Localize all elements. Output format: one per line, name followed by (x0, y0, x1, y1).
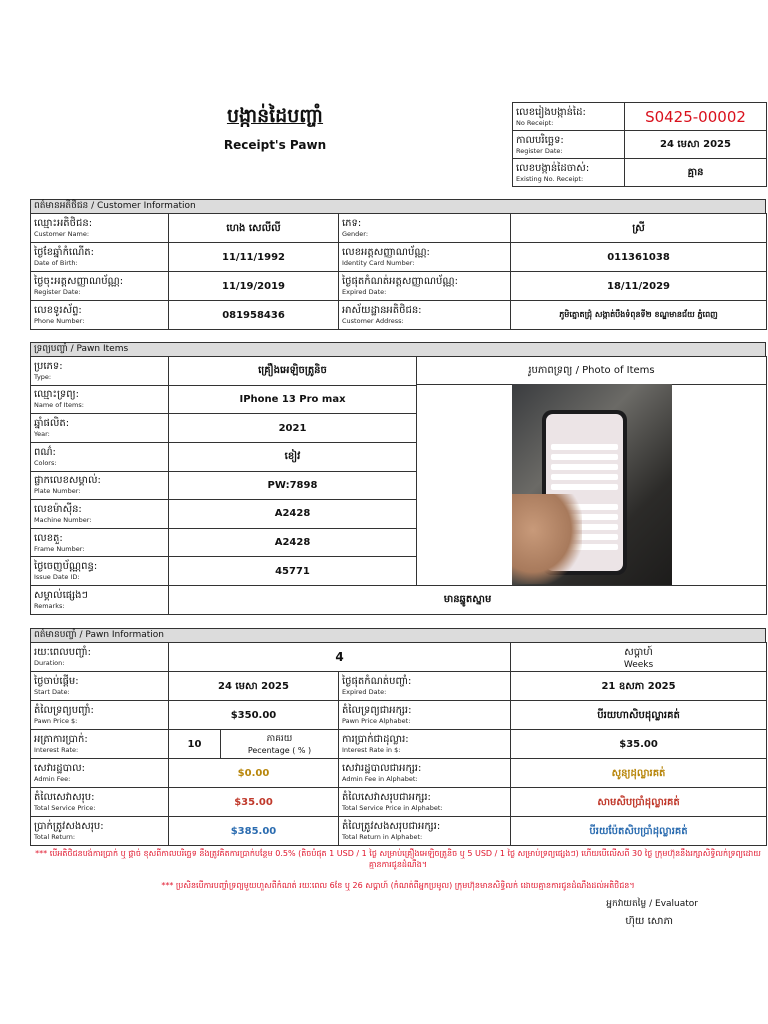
duration-unit-khmer: សប្តាហ៍ (624, 646, 653, 658)
start-date: 24 មេសា 2025 (169, 672, 339, 701)
frame-number: A2428 (169, 528, 417, 557)
pawn-row: តំលៃសេវាសរុប: Total Service Price: $35.00 តំលៃសេវាសរុបជាអក្សរ: Total Service Price in Alphabet: សាមសិបប្រាំដុល្លារគត់ (31, 788, 767, 817)
expired-date: 21 ឧសភា 2025 (511, 672, 767, 701)
existing-receipt-number: គ្មាន (625, 159, 767, 187)
pawn-row: អត្រាការប្រាក់: Interest Rate: 10 ភាគរយ Pecentage ( % ) ការប្រាក់ជាដុល្លារ: Interest Rate in $: $35.00 (31, 730, 767, 759)
total-return-alphabet: បីរយប៉ែតសិបប្រាំដុល្លារគត់ (511, 817, 767, 846)
item-row: លេខម៉ាស៊ីន: Machine Number: A2428 (31, 500, 767, 529)
item-row: ផ្លាកលេខសម្គាល់: Plate Number: PW:7898 (31, 471, 767, 500)
register-date: 24 មេសា 2025 (625, 131, 767, 159)
customer-row: ថ្ងៃខែឆ្នាំកំណើត: Date of Birth: 11/11/1992 លេខអត្តសញ្ញាណប័ណ្ណ: Identity Card Number: 011361038 (31, 243, 767, 272)
document-title (180, 104, 370, 152)
item-year: 2021 (169, 414, 417, 443)
item-name: IPhone 13 Pro max (169, 385, 417, 414)
total-service-price-alphabet: សាមសិបប្រាំដុល្លារគត់ (511, 788, 767, 817)
pawn-price: $350.00 (169, 701, 339, 730)
item-color: ខៀវ (169, 442, 417, 471)
customer-section-header: ពត៌មានអតិថិជន / Customer Information (30, 199, 766, 214)
issue-date-id: 45771 (169, 557, 417, 586)
note-overdue: *** ប្រសិនបើការបញ្ចាំទ្រព្យមួយហួសពីកំណត់ រយៈពេល 6ខែ ឬ 26 សប្តាហ៍ (កំណត់ពីអ្នកប្រមូល) ក្រុមហ៊ុនមានសិទ្ធិលក់ ដោយគ្មានការជូនដំណឹងដល់អតិថិជន។ (161, 881, 635, 890)
item-row: ឆ្នាំផលិត: Year: 2021 (31, 414, 767, 443)
item-row: លេខតួ: Frame Number: A2428 (31, 528, 767, 557)
items-section-header: ទ្រព្យបញ្ចាំ / Pawn Items (30, 342, 766, 357)
item-row: សម្គាល់ផ្សេងៗ Remarks: មានឆ្នូតស្នាម (31, 586, 767, 615)
customer-row: លេខទូរស័ព្ទ: Phone Number: 081958436 អាស័យដ្ឋានអតិថិជន: Customer Address: ភូមិត្នោតជ្រុំ សង្កាត់បឹងទំពុនទី២ ខណ្ឌមានជ័យ ភ្នំពេញ (31, 301, 767, 330)
admin-fee: $0.00 (169, 759, 339, 788)
percentage-label: Pecentage ( % ) (247, 746, 312, 755)
item-row: ថ្ងៃចេញប័ណ្ណពន្ធ: Issue Date ID: 45771 (31, 557, 767, 586)
pawn-row: តំលៃទ្រព្យបញ្ចាំ: Pawn Price $: $350.00 តំលៃទ្រព្យជាអក្សរ: Pawn Price Alphabet: បីរយហាសិបដុល្លារគត់ (31, 701, 767, 730)
pawn-row: សេវារដ្ឋបាល: Admin Fee: $0.00 សេវារដ្ឋបាលជាអក្សរ: Admin Fee in Alphabet: សូន្យដុល្លារគត់ (31, 759, 767, 788)
evaluator-label: អ្នកវាយតម្លៃ / Evaluator (606, 899, 698, 909)
duration-unit: Weeks (623, 659, 654, 670)
id-expired-date: 18/11/2029 (511, 272, 767, 301)
existing-receipt-row: លេខបង្កាន់ដៃចាស់: Existing No. Receipt: គ្មាន (513, 159, 767, 187)
item-remarks: មានឆ្នូតស្នាម (169, 586, 767, 615)
admin-fee-alphabet: សូន្យដុល្លារគត់ (511, 759, 767, 788)
interest-rate-usd: $35.00 (511, 730, 767, 759)
identity-card-number: 011361038 (511, 243, 767, 272)
title-khmer: បង្កាន់ដៃបញ្ចាំ (226, 105, 324, 127)
receipt-number: S0425-00002 (625, 103, 767, 131)
item-photo (512, 384, 672, 585)
note-late-payment: *** បើអតិថិជនបង់ការប្រាក់ ឬ ផ្តាច់ ខុសពីកាលបរិច្ឆេទ នឹងត្រូវគិតការប្រាក់បន្ថែម 0.5% (តិចបំផុត 1 USD / 1 ថ្ងៃ សម្រាប់គ្រឿងអេឡិចត្រូនិច ឬ 5 USD / 1 ថ្ងៃ សម្រាប់ទ្រព្យផ្សេងៗ) ហើយបើលើសពី 30 ថ្ងៃ ក្រុមហ៊ុននឹងរក្សាសិទ្ធិលក់ទ្រព្យដោយគ្មានការជូនដំណឹង។ (35, 849, 761, 869)
item-row: ឈ្មោះទ្រព្យ: Name of Items: IPhone 13 Pro max (31, 385, 767, 414)
pawn-row: ថ្ងៃចាប់ផ្តើម: Start Date: 24 មេសា 2025 ថ្ងៃផុតកំណត់បញ្ចាំ: Expired Date: 21 ឧសភា 2025 (31, 672, 767, 701)
percentage-label-khmer: ភាគរយ (266, 734, 293, 744)
id-register-date: 11/19/2019 (169, 272, 339, 301)
customer-gender: ស្រី (511, 214, 767, 243)
receipt-info-box (512, 102, 767, 187)
total-return: $385.00 (169, 817, 339, 846)
customer-info-table (30, 213, 767, 330)
item-photo-cell (417, 357, 767, 586)
title-english: Receipt's Pawn (223, 138, 327, 152)
pawn-section-header: ពត៌មានបញ្ចាំ / Pawn Information (30, 628, 766, 643)
photo-label: រូបភាពទ្រព្យ / Photo of Items (417, 357, 766, 385)
pawn-price-alphabet: បីរយហាសិបដុល្លារគត់ (511, 701, 767, 730)
date-of-birth: 11/11/1992 (169, 243, 339, 272)
pawn-info-table (30, 642, 767, 846)
machine-number: A2428 (169, 500, 417, 529)
customer-name: ហេង សេលីលី (169, 214, 339, 243)
evaluator-name: ហ៊ុយ សោភា (625, 916, 673, 927)
phone-number: 081958436 (169, 301, 339, 330)
customer-row: ឈ្មោះអតិថិជន: Customer Name: ហេង សេលីលី ភេទ: Gender: ស្រី (31, 214, 767, 243)
register-date-row: កាលបរិច្ឆេទ: Register Date: 24 មេសា 2025 (513, 131, 767, 159)
plate-number: PW:7898 (169, 471, 417, 500)
item-row: ពណ៌: Colors: ខៀវ (31, 442, 767, 471)
item-type: គ្រឿងអេឡិចត្រូនិច (169, 357, 417, 386)
receipt-no-row: លេខរៀងបង្កាន់ដៃ: No Receipt: S0425-00002 (513, 103, 767, 131)
interest-rate: 10 (169, 730, 221, 759)
total-service-price: $35.00 (169, 788, 339, 817)
pawn-items-table (30, 356, 767, 615)
pawn-row: ប្រាក់ត្រូវសងសរុប: Total Return: $385.00 តំលៃត្រូវសងសរុបជាអក្សរ: Total Return in Alphabet: បីរយប៉ែតសិបប្រាំដុល្លារគត់ (31, 817, 767, 846)
pawn-duration: 4 (169, 643, 511, 672)
customer-address: ភូមិត្នោតជ្រុំ សង្កាត់បឹងទំពុនទី២ ខណ្ឌមានជ័យ ភ្នំពេញ (511, 301, 767, 330)
pawn-row: រយៈពេលបញ្ចាំ: Duration: 4 សប្តាហ៍ Weeks (31, 643, 767, 672)
customer-row: ថ្ងៃចុះអត្តសញ្ញាណប័ណ្ណ: Register Date: 11/19/2019 ថ្ងៃផុតកំណត់អត្តសញ្ញាណប័ណ្ណ: Expired Date: 18/11/2029 (31, 272, 767, 301)
item-row: ប្រភេទ: Type: គ្រឿងអេឡិចត្រូនិច រូបភាពទ្រព្យ / Photo of Items (31, 357, 767, 386)
